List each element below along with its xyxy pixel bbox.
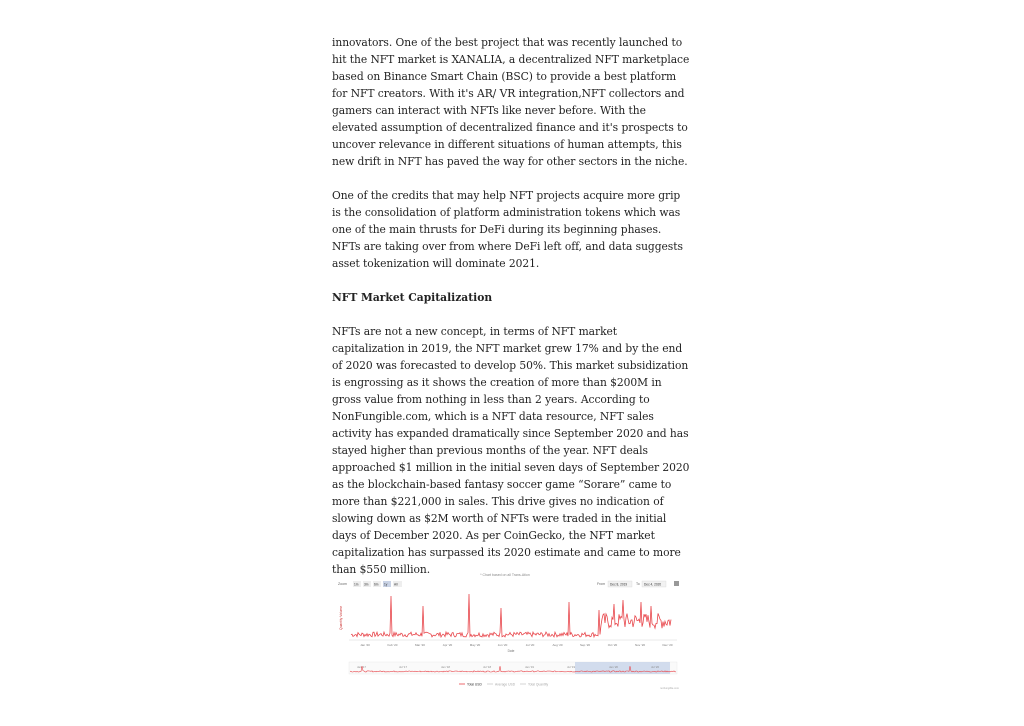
zoom-button-1y[interactable]: 1y <box>384 582 388 587</box>
zoom-button-1m[interactable]: 1m <box>354 582 359 587</box>
navigator-tick-label: Jan '19 <box>525 665 534 669</box>
x-axis-ticks <box>360 643 673 647</box>
x-tick-label: Jan '20 <box>360 643 370 647</box>
navigator-tick-label: Jan '18 <box>441 665 450 669</box>
navigator-tick-label: Jul '17 <box>399 665 407 669</box>
navigator-tick-label: Jan '17 <box>357 665 366 669</box>
x-tick-label: Oct '20 <box>607 643 618 647</box>
x-tick-label: May '20 <box>469 643 481 647</box>
navigator-tick-label: Jul '20 <box>651 665 659 669</box>
from-date-input[interactable]: Dec 8, 2019 <box>610 582 628 587</box>
article-body <box>332 34 692 578</box>
section-heading: NFT Market Capitalization <box>332 291 493 304</box>
x-tick-label: Feb '20 <box>387 643 398 647</box>
y-axis-label: Quantity Volume <box>339 605 343 630</box>
article-paragraph: NFTs are not a new concept, in terms of NFT market capitalization in 2019, the NFT market grew 17% and by the end of 2020 was forecasted to develop 50%. This market subsidization is engrossing as it shows the creation of more than $200M in gross value from nothing in less than 2 years. According to NonFungible.com, which is a NFT data resource, NFT sales activity has expanded dramatically since September 2020 and has stayed higher than previous months of the year. NFT deals approached $1 million in the initial seven days of September 2020 as the blockchain-based fantasy soccer game “Sorare” came to more than $221,000 in sales. This drive gives no indication of slowing down as $2M worth of NFTs were traded in the initial days of December 2020. As per CoinGecko, the NFT market capitalization has surpassed its 2020 estimate and came to more than $550 million. <box>332 325 690 576</box>
from-label: From <box>597 582 606 586</box>
x-tick-label: Jun '20 <box>497 643 508 647</box>
x-tick-label: Jul '20 <box>525 643 535 647</box>
legend-item-total-quantity[interactable]: Total Quantity <box>528 682 549 687</box>
article-paragraph: innovators. One of the best project that was recently launched to hit the NFT market is XANALIA, a decentralized NFT marketplace based on Binance Smart Chain (BSC) to provide a best platform for NFT creators. With it's AR/ VR integration,NFT collectors and gamers can interact with NFTs like never before. With the elevated assumption of decentralized finance and it's prospects to uncover relevance in different situations of human attempts, this new drift in NFT has paved the way for other sectors in the niche. <box>332 36 690 168</box>
legend-item-average-usd[interactable]: Average USD <box>495 682 516 687</box>
zoom-buttons <box>353 581 402 587</box>
chart-legend <box>459 683 549 687</box>
chart-credit: nonfungible.com <box>659 687 679 690</box>
navigator-tick-label: Jul '19 <box>567 665 575 669</box>
chart-note: * Chart based on all Trans-Ation <box>480 573 530 577</box>
article-paragraph: One of the credits that may help NFT projects acquire more grip is the consolidation of platform administration tokens which was one of the main thrusts for DeFi during its beginning phases. NFTs are taking over from where DeFi left off, and data suggests asset tokenization will dominate 2021. <box>332 189 683 270</box>
navigator-tick-label: Jan '20 <box>609 665 618 669</box>
x-tick-label: Mar '20 <box>415 643 425 647</box>
x-tick-label: Nov '20 <box>634 643 646 647</box>
zoom-button-3m[interactable]: 3m <box>364 582 369 587</box>
zoom-button-6m[interactable]: 6m <box>374 582 379 587</box>
x-tick-label: Sep '20 <box>579 643 591 647</box>
navigator-tick-label: Jul '18 <box>483 665 491 669</box>
sales-series-line <box>351 594 671 637</box>
zoom-button-all[interactable]: All <box>394 582 398 587</box>
to-date-input[interactable]: Dec 4, 2020 <box>644 582 662 587</box>
nft-sales-chart-image <box>335 566 687 690</box>
legend-item-total-usd[interactable]: Total USD <box>467 682 482 687</box>
x-tick-label: Dec '20 <box>662 643 673 647</box>
x-tick-label: Apr '20 <box>442 643 453 647</box>
zoom-label: Zoom <box>338 582 347 586</box>
x-axis-title: Date <box>507 649 515 653</box>
to-label: To <box>636 582 640 586</box>
chart-svg <box>335 566 687 690</box>
menu-icon[interactable] <box>674 581 679 586</box>
x-tick-label: Aug '20 <box>552 643 563 647</box>
